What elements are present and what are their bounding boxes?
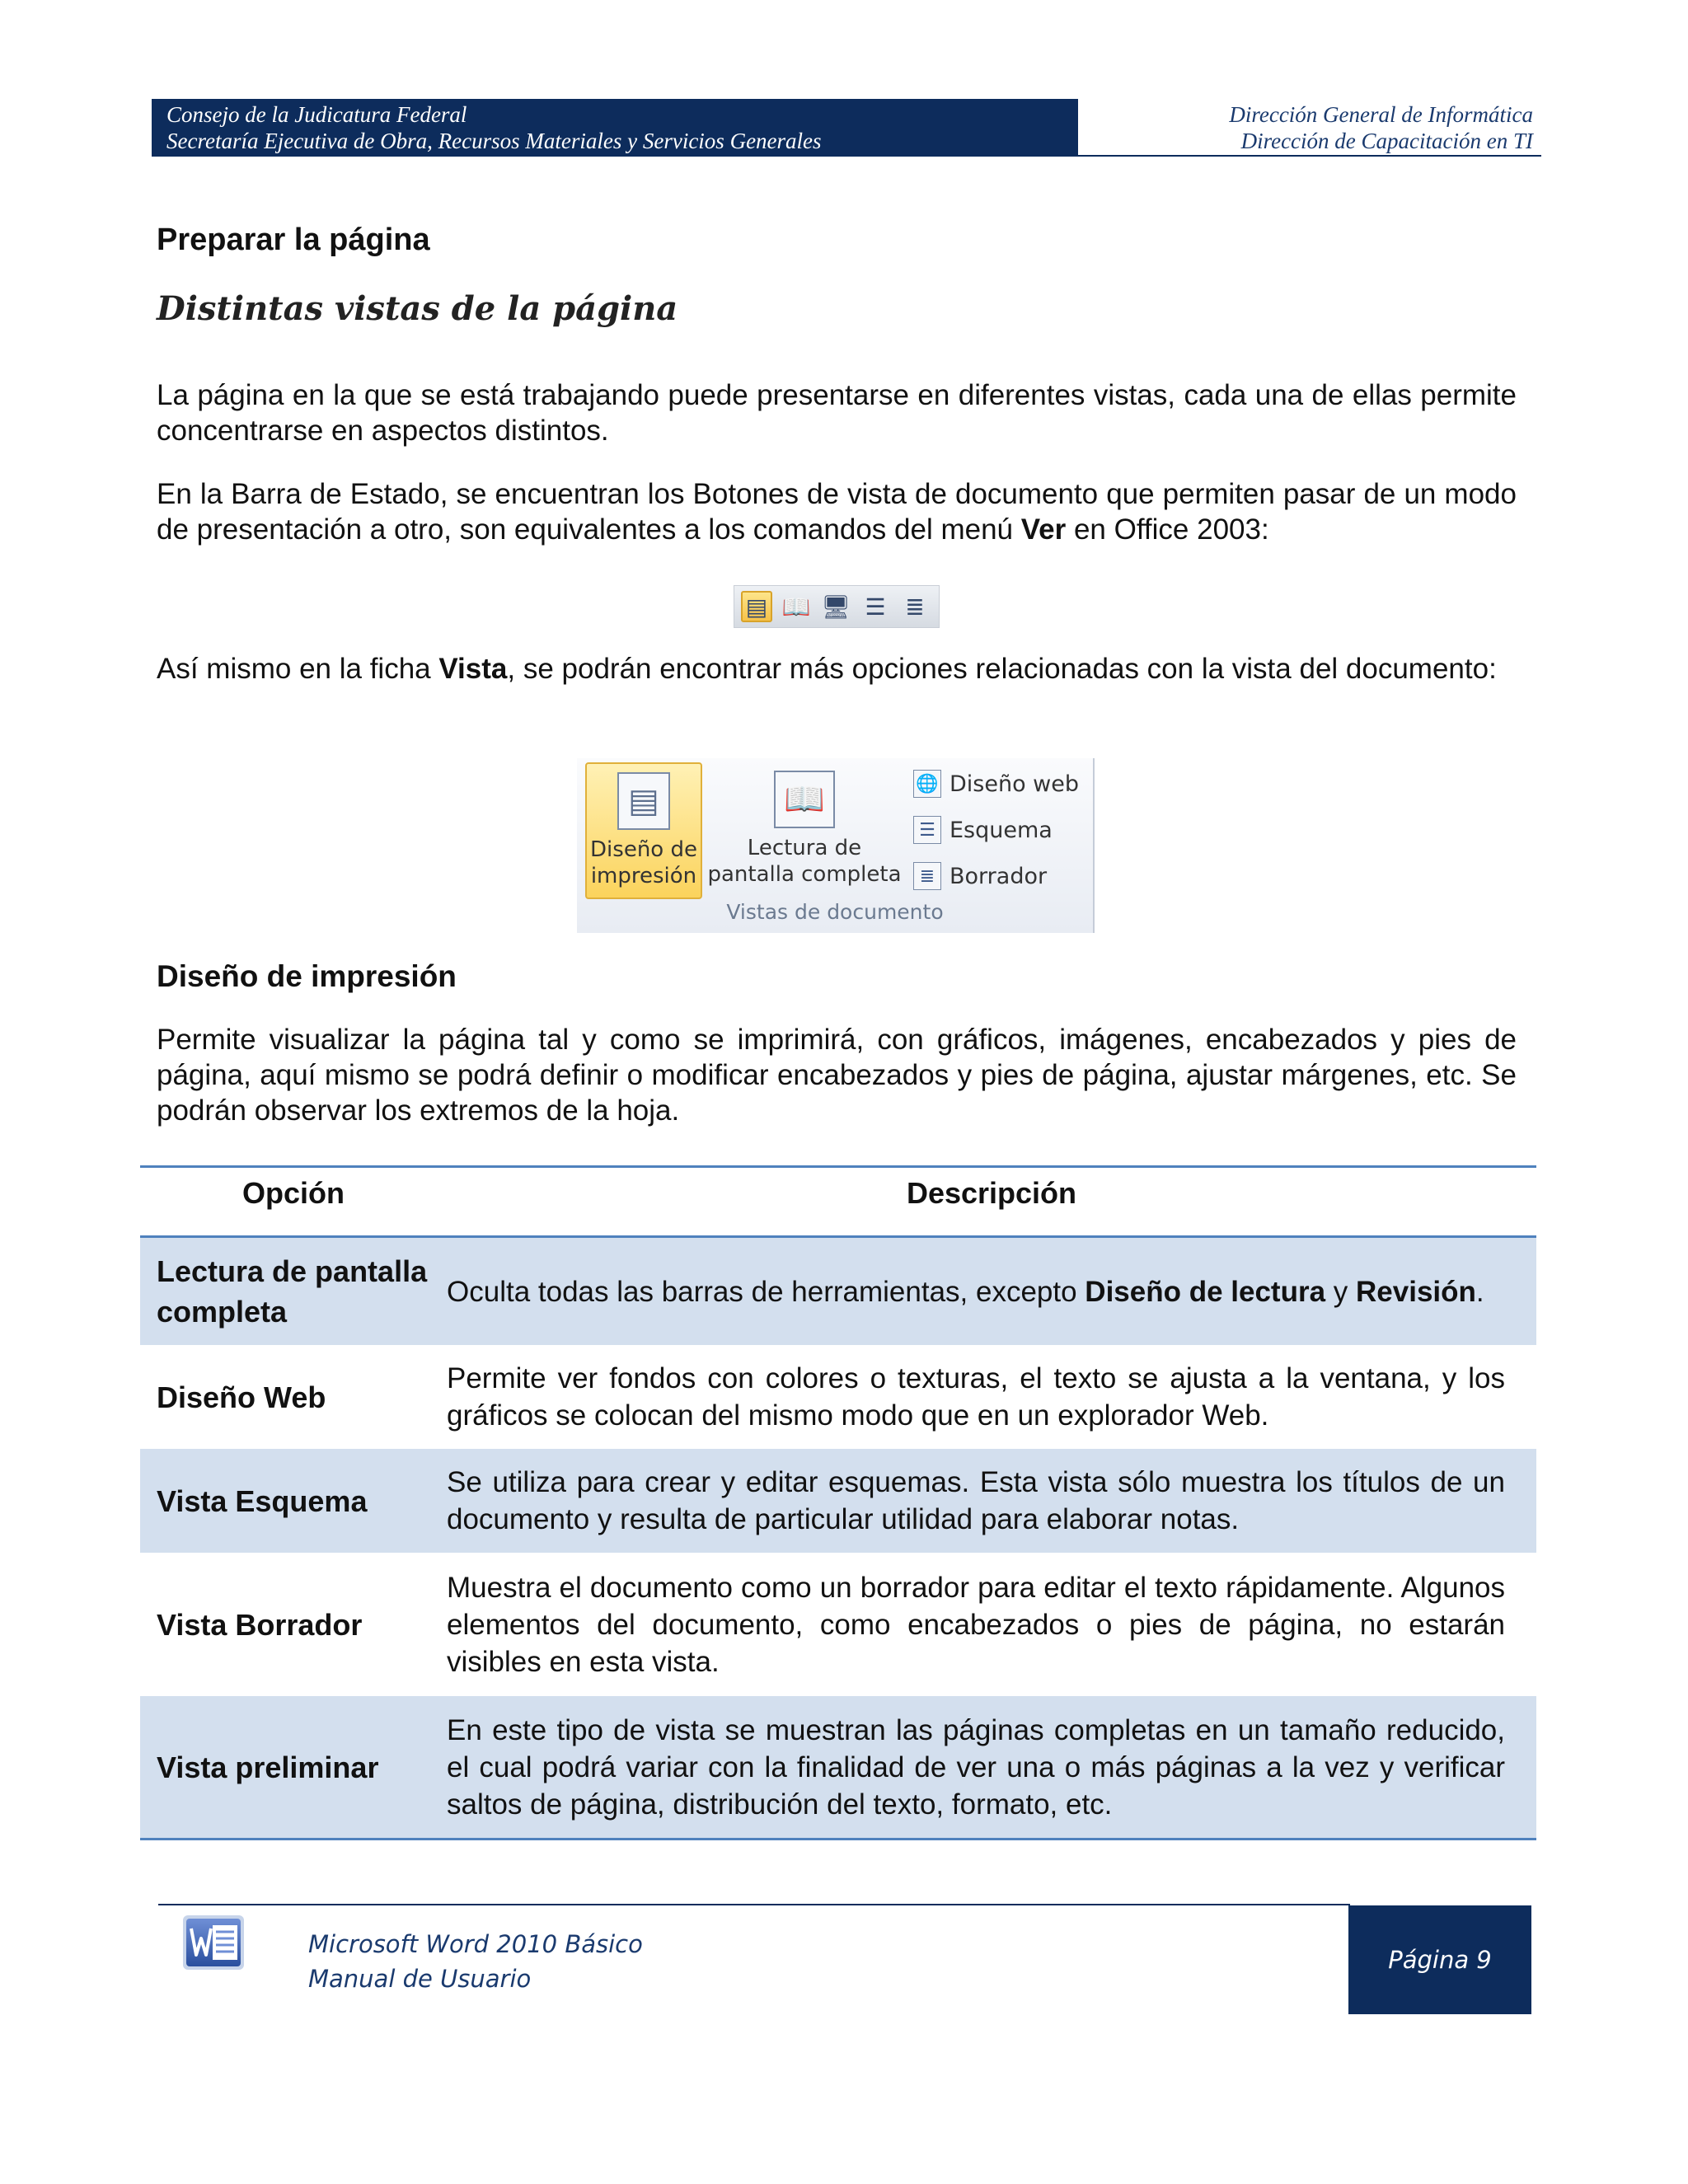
table-row	[140, 1345, 1536, 1449]
row-description: Oculta todas las barras de herramientas, excepto Diseño de lectura y Revisión.	[447, 1275, 1484, 1308]
footer-text	[308, 1927, 643, 1996]
table-row	[140, 1449, 1536, 1553]
bold-ver: Ver	[1020, 513, 1067, 546]
print-layout-heading: Diseño de impresión	[157, 959, 457, 993]
col-header-option: Opción	[242, 1176, 345, 1210]
bold-vista: Vista	[438, 653, 508, 685]
row-option: Diseño Web	[157, 1380, 326, 1414]
row-option: Vista preliminar	[157, 1750, 379, 1784]
header-org: Consejo de la Judicatura Federal	[166, 102, 467, 127]
col-header-description: Descripción	[906, 1176, 1077, 1210]
web-layout-button[interactable]: 🌐 Diseño web	[913, 770, 1079, 798]
ficha-vista-block	[157, 651, 1517, 687]
header-right	[1096, 99, 1533, 154]
open-book-icon: 📖	[774, 771, 835, 828]
print-layout-icon[interactable]: ▤	[741, 591, 772, 622]
section-title: Preparar la página	[157, 223, 430, 257]
row-description: Muestra el documento como un borrador para editar el texto rápidamente. Algunos elementos del documento, como encabezados o pies de página, no estarán visibles en esta vista.	[447, 1571, 1505, 1678]
outline-icon[interactable]: ☰	[865, 593, 886, 620]
header-rule	[152, 155, 1541, 157]
print-layout-section	[157, 959, 1517, 1128]
full-reading-button[interactable]: 📖 Lectura de pantalla completa	[706, 762, 903, 899]
subtitle: Distintas vistas de la página	[157, 289, 678, 328]
view-buttons-strip	[734, 585, 940, 628]
web-layout-icon[interactable]: 🖥	[821, 593, 851, 620]
footer-rule	[158, 1904, 1350, 1905]
page-icon: ▤	[617, 772, 670, 830]
ribbon-group-label: Vistas de documento	[726, 900, 944, 924]
ficha-vista-paragraph: Así mismo en la ficha Vista, se podrán encontrar más opciones relacionadas con la vista del documento:	[157, 653, 1497, 685]
page-number: Página 9	[1348, 1905, 1531, 2014]
draft-icon[interactable]: ≣	[905, 593, 925, 620]
row-description: Permite ver fondos con colores o texturas, el texto se ajusta a la ventana, y los gráficos se colocan del mismo modo que en un explorador Web.	[447, 1362, 1505, 1432]
table-row	[140, 1553, 1536, 1696]
footer-manual: Manual de Usuario	[308, 1965, 532, 1993]
row-option: Vista Borrador	[157, 1607, 363, 1642]
globe-page-icon: 🌐	[913, 770, 941, 798]
table-row	[140, 1696, 1536, 1838]
footer-product: Microsoft Word 2010 Básico	[308, 1930, 643, 1958]
word-logo-icon	[180, 1910, 249, 1976]
draft-icon: ≣	[913, 862, 941, 890]
row-description: En este tipo de vista se muestran las páginas completas en un tamaño reducido, el cual podrá variar con la finalidad de ver una o más páginas a la vez y verificar saltos de página, distribución del texto, formato, etc.	[447, 1713, 1505, 1821]
print-layout-paragraph: Permite visualizar la página tal y como se imprimirá, con gráficos, imágenes, encabezados y pies de página, aquí mismo se podrá definir o modificar encabezados y pies de página, ajustar márgenes, etc. Se podrán observar los extremos de la hoja.	[157, 1024, 1517, 1127]
header-secretariat: Secretaría Ejecutiva de Obra, Recursos Materiales y Servicios Generales	[166, 129, 822, 153]
header-subdirection: Dirección de Capacitación en TI	[1240, 129, 1533, 153]
ribbon-document-views	[577, 758, 1095, 933]
draft-button[interactable]: ≣ Borrador	[913, 862, 1047, 890]
print-layout-button[interactable]: ▤ Diseño de impresión	[585, 762, 702, 899]
row-description: Se utiliza para crear y editar esquemas. Esta vista sólo muestra los títulos de un documento y resulta de particular utilidad para elaborar notas.	[447, 1466, 1505, 1535]
header-left-banner	[152, 99, 1078, 155]
row-option: Lectura de pantalla completa	[157, 1254, 428, 1329]
table-row	[140, 1238, 1536, 1345]
outline-icon: ☰	[913, 816, 941, 844]
table-header	[140, 1168, 1536, 1238]
statusbar-paragraph: En la Barra de Estado, se encuentran los Botones de vista de documento que permiten pasar de un modo de presentación a otro, son equivalentes a los comandos del menú Ver en Office 2003:	[157, 478, 1517, 546]
full-reading-icon[interactable]: 📖	[781, 593, 811, 620]
intro-paragraph: La página en la que se está trabajando puede presentarse en diferentes vistas, cada una de ellas permite concentrarse en aspectos distintos.	[157, 379, 1517, 447]
header-direction: Dirección General de Informática	[1229, 102, 1533, 127]
outline-button[interactable]: ☰ Esquema	[913, 816, 1053, 844]
views-table	[140, 1165, 1536, 1840]
page-content	[157, 223, 1517, 547]
row-option: Vista Esquema	[157, 1483, 368, 1518]
